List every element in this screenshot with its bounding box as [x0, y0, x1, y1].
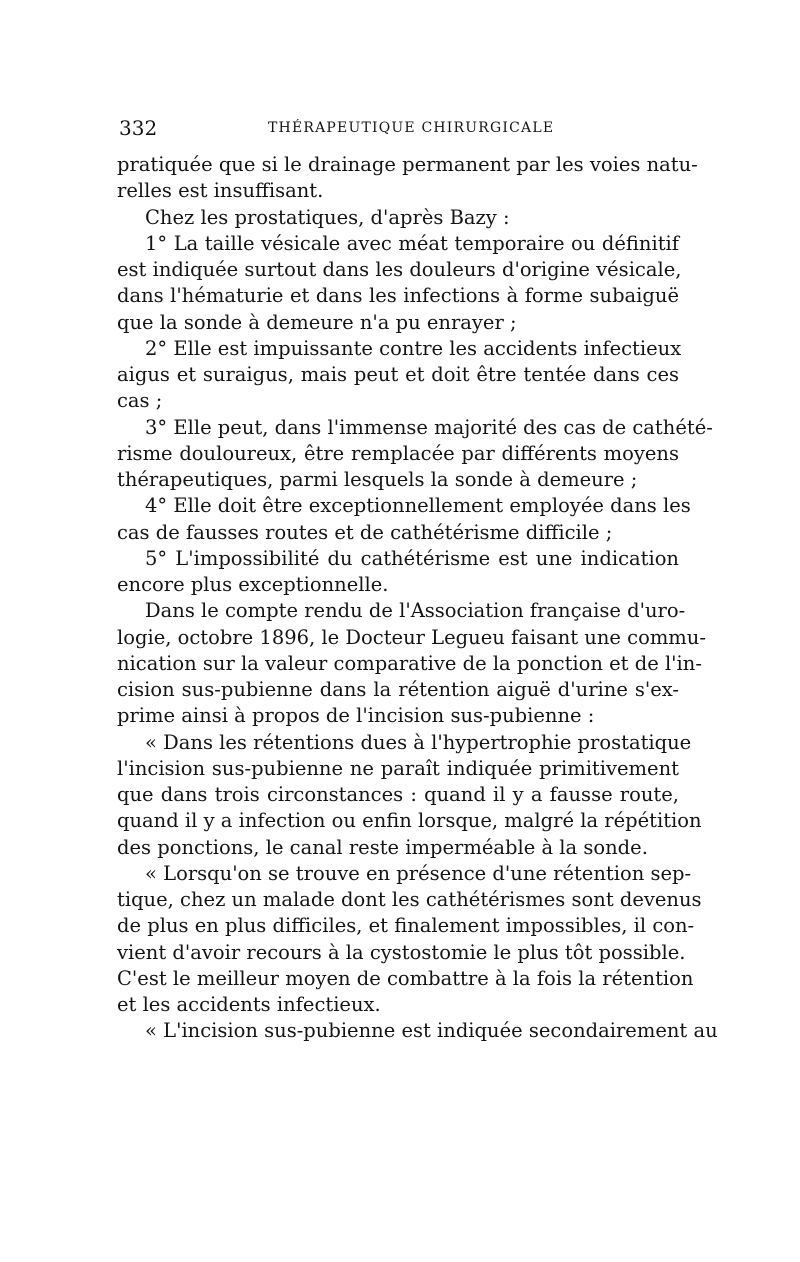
text-line: thérapeutiques, parmi lesquels la sonde à demeure ; [117, 468, 638, 491]
text-line: relles est insuffisant. [117, 179, 324, 203]
text-line: prime ainsi à propos de l'incision sus-pubienne : [117, 704, 595, 728]
text-line: 2° Elle est impuissante contre les accidents infectieux [145, 336, 682, 360]
text-line: nication sur la valeur comparative de la ponction et de l'in- [117, 651, 702, 675]
text-line: C'est le meilleur moyen de combattre à la fois la rétention [117, 966, 694, 990]
text-line: de plus en plus difficiles, et finalement impossibles, il con- [117, 914, 695, 938]
text-line: que la sonde à demeure n'a pu enrayer ; [117, 310, 517, 334]
running-title: THÉRAPEUTIQUE CHIRURGICALE [268, 120, 555, 136]
text-line: et les accidents infectieux. [117, 993, 381, 1016]
text-line: « Dans les rétentions dues à l'hypertrophie prostatique [145, 730, 692, 754]
text-line: que dans trois circonstances : quand il y a fausse route, [117, 783, 679, 806]
page-header [119, 116, 679, 146]
text-line: 4° Elle doit être exceptionnellement employée dans les [145, 494, 691, 518]
text-line: dans l'hématurie et dans les infections à forme subaiguë [117, 284, 679, 308]
text-line: pratiquée que si le drainage permanent par les voies natu- [117, 153, 698, 176]
text-line: vient d'avoir recours à la cystostomie le plus tôt possible. [117, 940, 686, 964]
text-line: Chez les prostatiques, d'après Bazy : [145, 205, 510, 229]
text-line: risme douloureux, être remplacée par différents moyens [117, 441, 679, 465]
page-number: 332 [119, 116, 158, 140]
text-line: des ponctions, le canal reste imperméable à la sonde. [117, 835, 648, 859]
text-line: Dans le compte rendu de l'Association française d'uro- [145, 599, 686, 623]
text-line: 1° La taille vésicale avec méat temporaire ou définitif [145, 231, 679, 255]
text-line: 5° L'impossibilité du cathétérisme est une indication [145, 546, 679, 570]
text-line: cas ; [117, 389, 163, 413]
text-line: logie, octobre 1896, le Docteur Legueu faisant une commu- [117, 625, 706, 649]
text-line: tique, chez un malade dont les cathétérismes sont devenus [117, 888, 702, 911]
text-line: cision sus-pubienne dans la rétention aiguë d'urine s'ex- [117, 678, 679, 701]
body-text [117, 152, 718, 1045]
text-line: l'incision sus-pubienne ne paraît indiquée primitivement [117, 756, 679, 780]
text-line: 3° Elle peut, dans l'immense majorité des cas de cathété- [145, 415, 713, 439]
text-line: cas de fausses routes et de cathétérisme difficile ; [117, 520, 613, 544]
text-line: « Lorsqu'on se trouve en présence d'une rétention sep- [145, 861, 692, 885]
text-line: aigus et suraigus, mais peut et doit être tentée dans ces [117, 363, 679, 386]
text-line: est indiquée surtout dans les douleurs d'origine vésicale, [117, 258, 682, 281]
text-line: encore plus exceptionnelle. [117, 573, 389, 596]
text-line: quand il y a infection ou enfin lorsque, malgré la répétition [117, 809, 702, 833]
text-line: « L'incision sus-pubienne est indiquée secondairement au [145, 1019, 718, 1043]
